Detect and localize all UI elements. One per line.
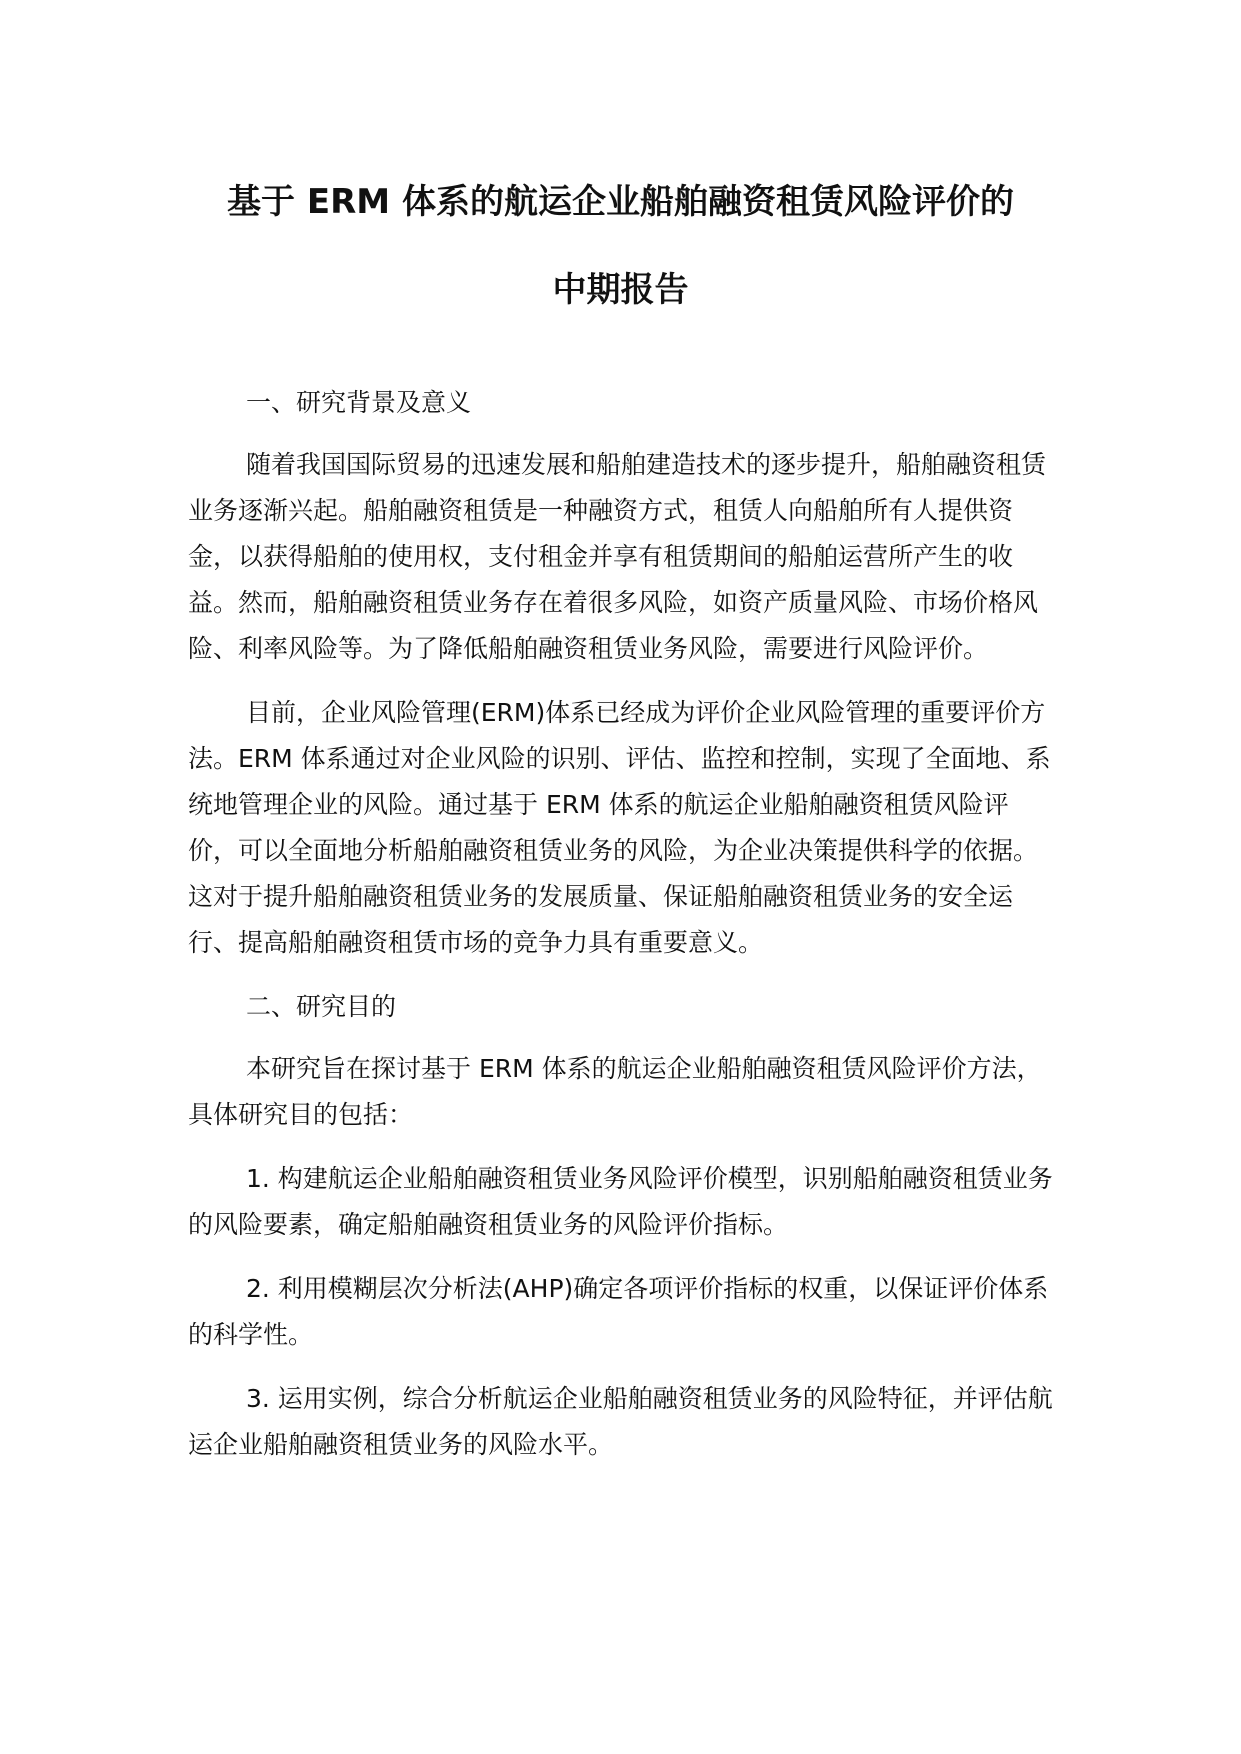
section-heading-objectives: 二、研究目的 [246,992,397,1021]
section-heading-background: 一、研究背景及意义 [246,388,472,417]
paragraph-background-2: 目前，企业风险管理(ERM)体系已经成为评价企业风险管理的重要评价方法。ERM 体系通过对企业风险的识别、评估、监控和控制，实现了全面地、系统地管理企业的风险。通过基于 ERM 体系的航运企业船舶融资租赁风险评价，可以全面地分析船舶融资租赁业务的风险，为企业决策提供科学的依据。这对于提升船舶融资租赁业务的发展质量、保证船舶融资租赁业务的安全运行、提高船舶融资租赁市场的竞争力具有重要意义。 [188,698,1051,957]
paragraph-objectives-intro: 本研究旨在探讨基于 ERM 体系的航运企业船舶融资租赁风险评价方法，具体研究目的包括： [188,1054,1042,1129]
document-title-line-2: 中期报告 [552,270,689,310]
list-item-objective-1: 1. 构建航运企业船舶融资租赁业务风险评价模型，识别船舶融资租赁业务的风险要素，确定船舶融资租赁业务的风险评价指标。 [188,1164,1053,1239]
list-item-objective-3: 3. 运用实例，综合分析航运企业船舶融资租赁业务的风险特征，并评估航运企业船舶融资租赁业务的风险水平。 [188,1384,1053,1459]
paragraph-background-1: 随着我国国际贸易的迅速发展和船舶建造技术的逐步提升，船舶融资租赁业务逐渐兴起。船舶融资租赁是一种融资方式，租赁人向船舶所有人提供资金，以获得船舶的使用权，支付租金并享有租赁期间的船舶运营所产生的收益。然而，船舶融资租赁业务存在着很多风险，如资产质量风险、市场价格风险、利率风险等。为了降低船舶融资租赁业务风险，需要进行风险评价。 [188,450,1047,663]
document-body [188,380,1058,1486]
list-item-objective-2: 2. 利用模糊层次分析法(AHP)确定各项评价指标的权重，以保证评价体系的科学性。 [188,1274,1049,1349]
document-title-line-1: 基于 ERM 体系的航运企业船舶融资租赁风险评价的 [227,182,1014,222]
